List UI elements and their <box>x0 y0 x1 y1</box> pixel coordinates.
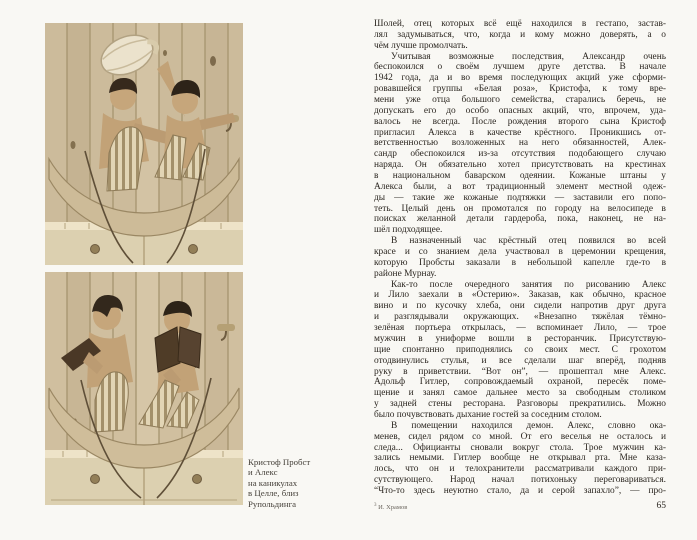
text-line: мужчин в униформе вошли в ресторанчик. Присутствую- <box>374 333 666 344</box>
caption-line: в Целле, близ <box>248 488 299 499</box>
text-line: и Лило заехали в «Остерию». Заказав, как обычно, красное <box>374 290 666 301</box>
photo-reading <box>45 272 243 505</box>
text-line: мени уже отца большого семейства, старались беречь, не <box>374 95 666 106</box>
signature-mark: 3 <box>374 502 377 508</box>
photo-bath <box>45 23 243 265</box>
text-line: отодвинулись стулья, и все сделали шаг вперёд, подняв <box>374 355 666 366</box>
text-line: в национальном баварском одеянии. Кожаные штаны у <box>374 171 666 182</box>
text-line: валось не всегда. После рождения второго сына Кристоф <box>374 116 666 127</box>
text-line: зались немыми. Гитлер вообще не открывал рта. Мне каза- <box>374 453 666 464</box>
text-line: В помещении находился демон. Алекс, словно ока- <box>391 420 666 431</box>
text-line: районе Мурнау. <box>374 268 437 279</box>
text-line: сандр обеспокоился из-за отсутствия подобающего случаю <box>374 149 666 160</box>
text-line: и разглядывали окружающих. «Внезапно тяжёлая тёмно- <box>374 312 666 323</box>
text-line: Как-то после очередного занятия по рисованию Алекс <box>391 279 666 290</box>
text-line: наряда. Он обязательно хотел присутствовать на крестинах <box>374 160 666 171</box>
text-line: Шолей, отец которых всё ещё находился в гестапо, застав- <box>374 19 666 29</box>
text-line: вино и по кусочку хлеба, они сидели напротив друг друга <box>374 301 666 312</box>
text-line: лял задумываться, что, когда и кому можно доверять, а о <box>374 29 666 40</box>
text-line: щие спонтанно приподнялись со своих мест. С грохотом <box>374 344 666 355</box>
text-line: следа... Официанты сновали вокруг стола. Трое мужчин ка- <box>374 442 666 453</box>
text-line: лось, что он и телохранители рассматривали каждого при- <box>374 464 666 475</box>
text-line: Алекса были, а вот традиционный элемент местной одеж- <box>374 181 666 192</box>
page-footer <box>374 501 666 511</box>
text-line: В назначенный час крёстный отец появился во всей <box>391 236 666 247</box>
reading-photo-illustration <box>45 272 243 505</box>
caption-line: на каникулах <box>248 477 298 488</box>
text-line: пригласил Алекса в качестве крёстного. Проникшись от- <box>374 127 666 138</box>
text-line: которую Пробсты заказали в небольшой капелле где-то в <box>374 257 666 268</box>
caption-line: Кристоф Пробст <box>248 457 311 467</box>
photo-caption <box>248 457 338 509</box>
text-line: было почувствовать дыхание гостей за соседним столом. <box>374 409 602 420</box>
text-line: допускать его до особо опасных акций, что, впрочем, уда- <box>374 105 666 116</box>
text-line: ветственностью возложенных на него обязанностей, Алек- <box>374 138 666 149</box>
text-line: у задней стены ресторана. Разговоры прекратились. Можно <box>374 399 666 410</box>
text-line: зелёная портьера открылась, — вспоминает Лило, — трое <box>374 323 666 334</box>
text-line: шёл подходящее. <box>374 225 443 236</box>
text-line: менев, сидел рядом со мной. От его веселья не осталось и <box>374 431 666 442</box>
text-line: ровавшейся группы «Белая роза», Кристофа, к тому вре- <box>374 84 666 95</box>
text-line: беспокоился о своём лучшем друге детства. В начале <box>374 62 666 73</box>
text-line: руку в приветствии. “Вот он”, — прошептал мне Алекс. <box>374 366 666 377</box>
text-line: сутствующего. Народ начал потихоньку переговариваться. <box>374 475 666 486</box>
printer-signature <box>374 503 407 511</box>
text-line: поисках желанной детали гардероба, пока, наконец, не на- <box>374 214 666 225</box>
text-line: ды — такие же кожаные подтяжки — заставили его попо- <box>374 192 666 203</box>
text-line: красе и со знанием дела участвовал в церемонии крещения, <box>374 247 666 258</box>
text-line: теть. Целый день он промотался по городу на велосипеде в <box>374 203 666 214</box>
caption-line: Рупольдинга <box>248 498 297 509</box>
text-line: Адольф Гитлер, сопровождаемый охраной, пересёк поме- <box>374 377 666 388</box>
text-line: щение и занял самое дальнее место за свободным столиком <box>374 388 666 399</box>
text-line: “Что-то здесь неуютно стало, да и серой запахло”, — про- <box>374 485 666 496</box>
text-line: чём лучше промолчать. <box>374 40 468 51</box>
text-line: 1942 года, да и во время последующих акций уже сформи- <box>374 73 666 84</box>
bath-photo-illustration <box>45 23 243 265</box>
body-text <box>374 19 666 497</box>
signature-author: И. Храмов <box>378 504 408 511</box>
caption-line: и Алекс <box>248 467 278 478</box>
text-line: Учитывая возможные последствия, Александр очень <box>391 51 666 62</box>
page-number: 65 <box>656 501 666 511</box>
